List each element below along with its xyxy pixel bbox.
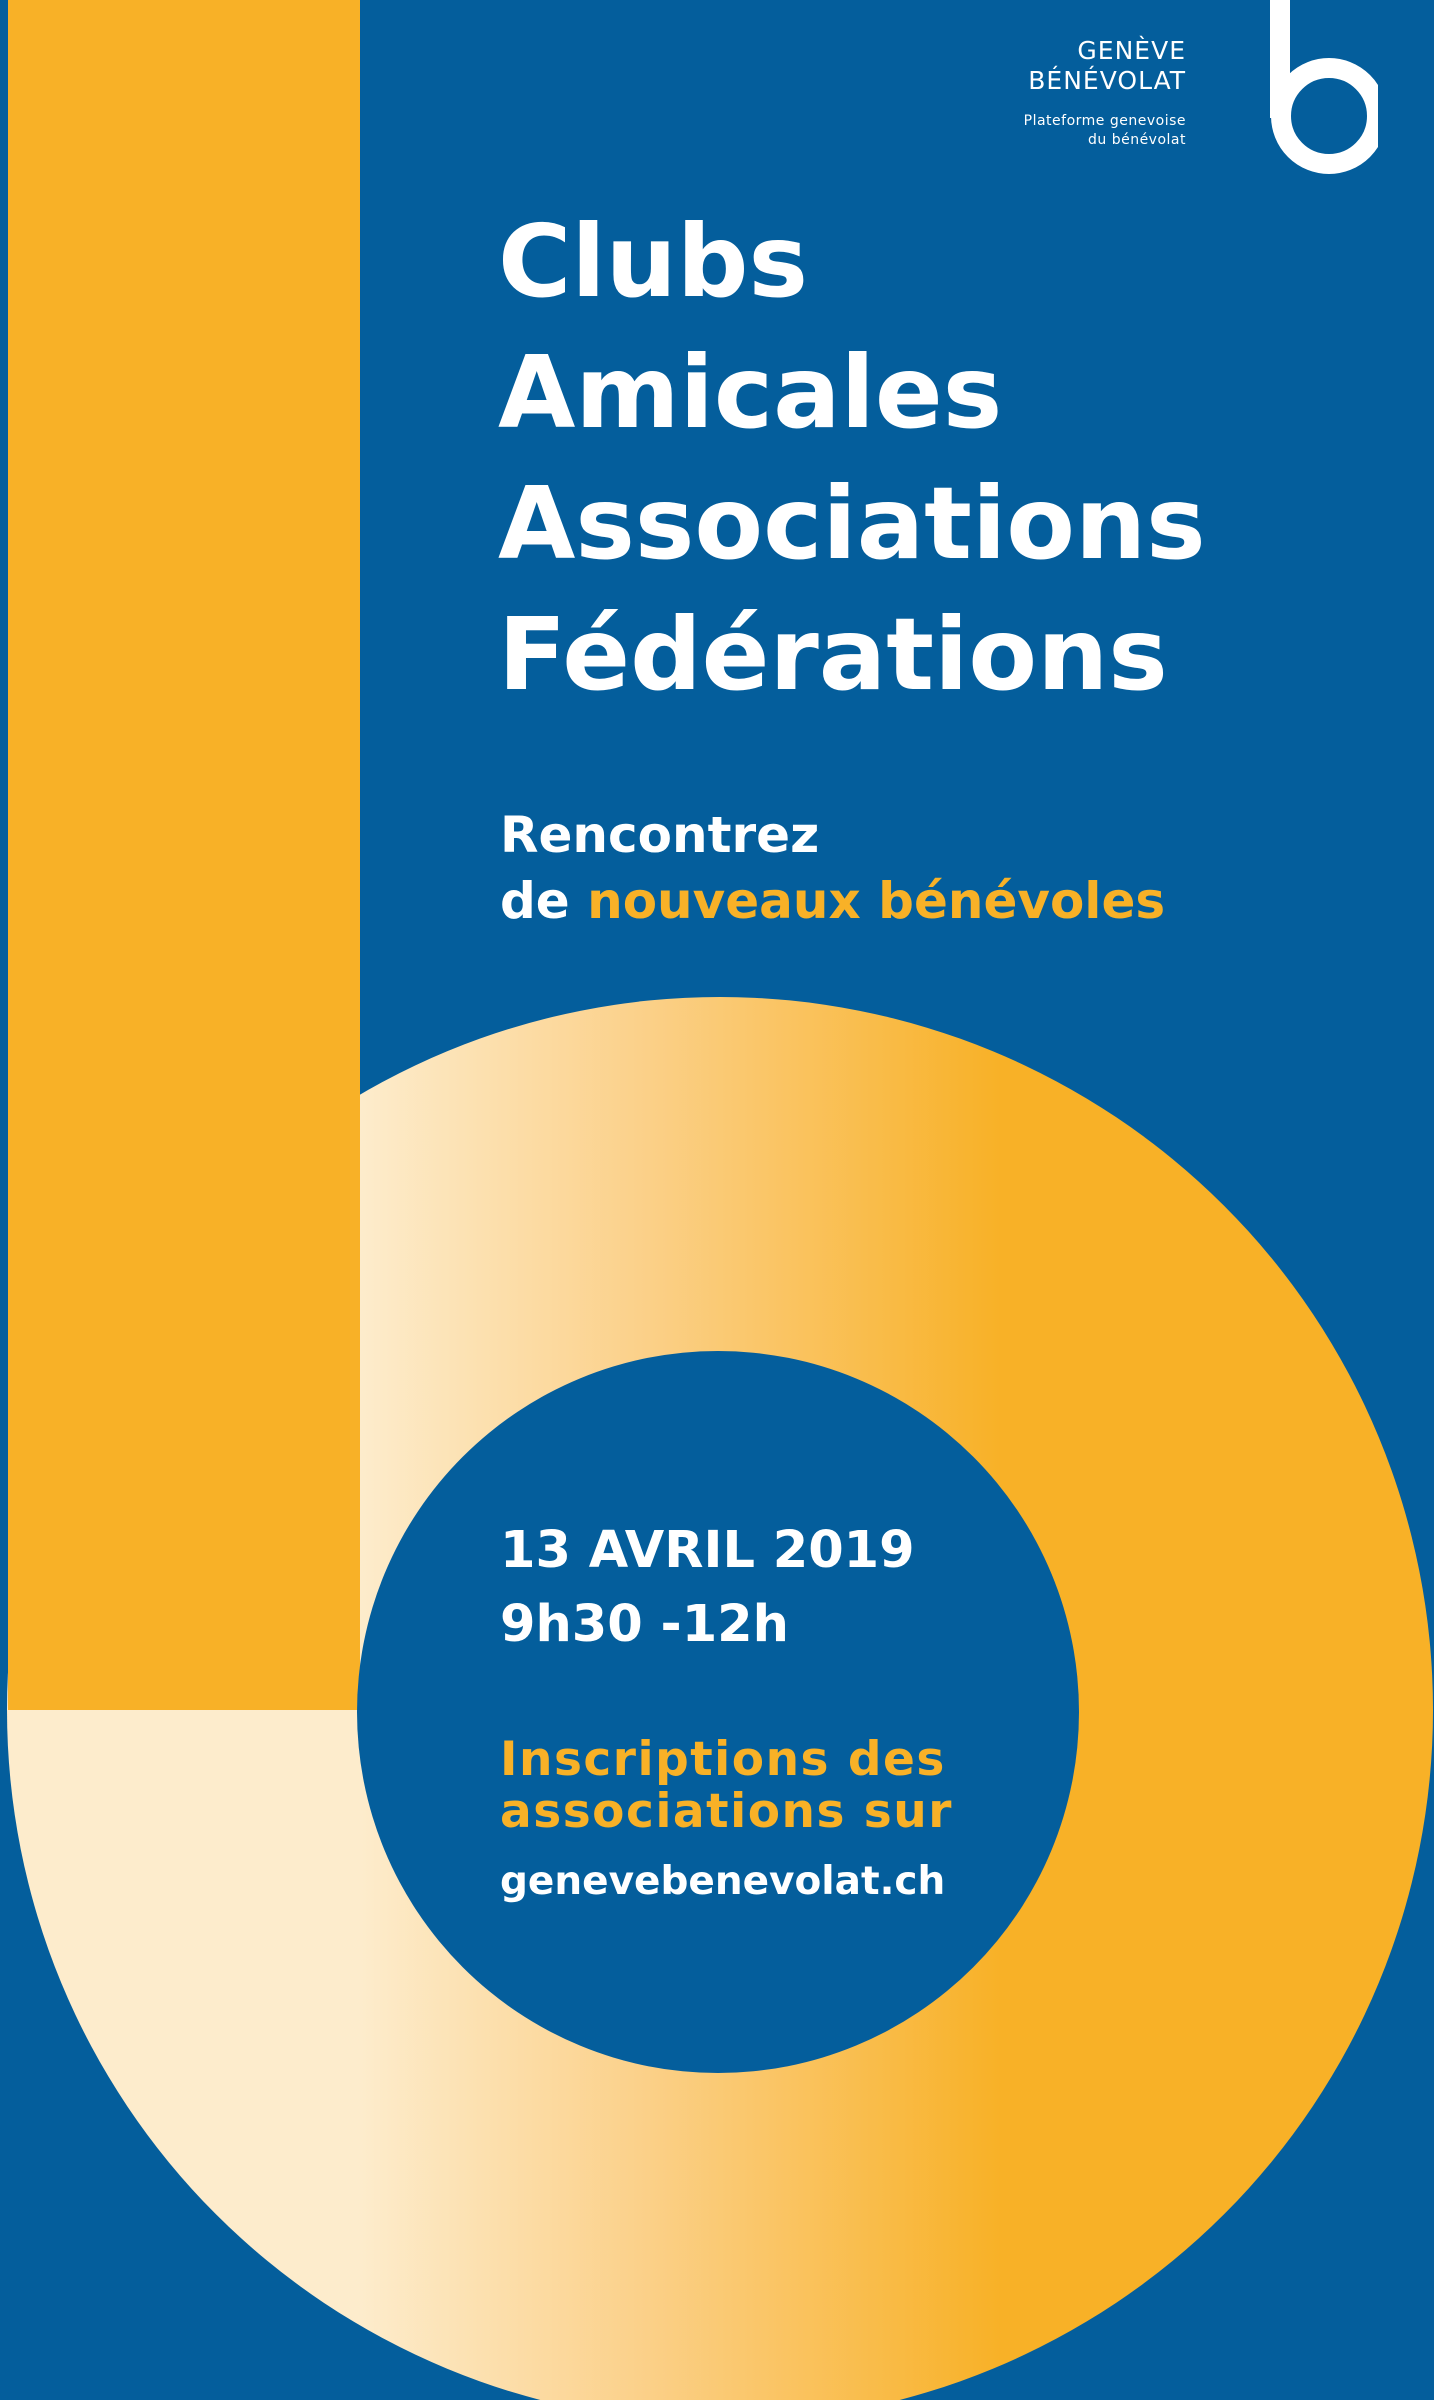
event-time: 9h30 -12h	[500, 1595, 789, 1654]
b-logo-icon	[1258, 0, 1378, 180]
event-date: 13 AVRIL 2019	[500, 1521, 915, 1580]
subheadline-line1: Rencontrez	[500, 806, 820, 864]
registration-line2: associations sur	[500, 1784, 953, 1839]
event-info	[500, 1514, 953, 1912]
brand-logo[interactable]	[958, 0, 1378, 180]
subheadline	[500, 802, 1165, 934]
brand-tagline-line1: Plateforme genevoise	[1023, 113, 1186, 129]
headline-line-clubs: Clubs	[498, 203, 808, 320]
registration-line1: Inscriptions des	[500, 1732, 946, 1787]
registration-url-link[interactable]: genevebenevolat.ch	[500, 1859, 946, 1904]
subheadline-highlight: nouveaux bénévoles	[587, 872, 1166, 930]
brand-name-line1: GENÈVE	[1077, 36, 1186, 65]
headline-line-associations: Associations	[498, 465, 1206, 582]
headline-line-amicales: Amicales	[498, 334, 1003, 451]
brand-logo-text	[1024, 36, 1186, 150]
b-stem	[8, 0, 360, 1710]
brand-tagline-line2: du bénévolat	[1087, 132, 1186, 148]
brand-name-line2: BÉNÉVOLAT	[1028, 66, 1186, 95]
subheadline-line2-prefix: de	[500, 872, 588, 930]
headline-line-federations: Fédérations	[498, 596, 1168, 713]
headline	[498, 196, 1206, 720]
